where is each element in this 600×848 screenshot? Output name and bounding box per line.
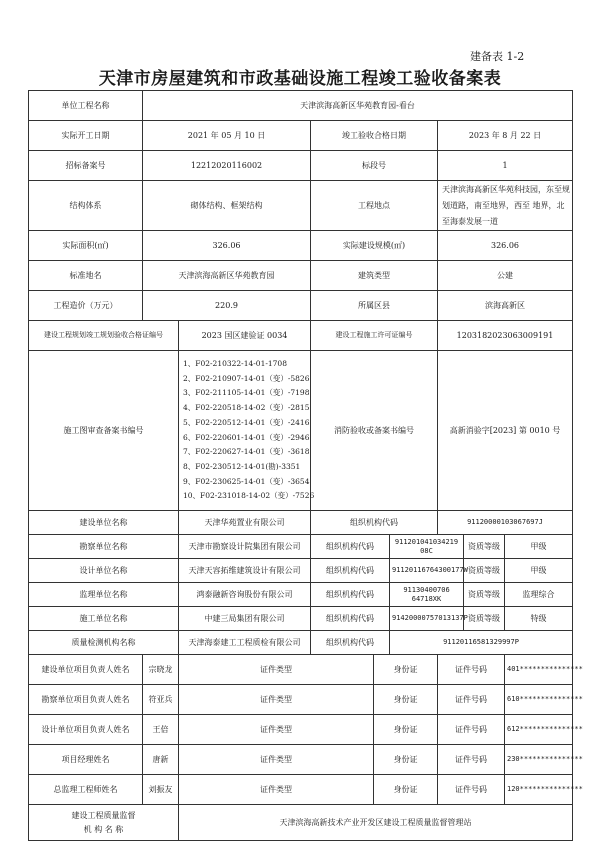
drawing-list bbox=[179, 351, 315, 511]
cost-label: 工程造价（万元） bbox=[29, 291, 143, 321]
unit-code-label: 组织机构代码 bbox=[311, 559, 390, 583]
area-label: 实际面积(㎡) bbox=[29, 231, 143, 261]
quality-code: 9112011​6​58132​9997P bbox=[390, 631, 573, 655]
row-person bbox=[29, 655, 573, 685]
person-cert-no: 230*************** bbox=[505, 745, 573, 775]
drawing-item: 7、F02-220627-14-01（变）-3618 bbox=[183, 447, 310, 457]
acceptance-date-value: 2023 年 8 月 22 日 bbox=[438, 121, 573, 151]
building-type-value: 公建 bbox=[438, 261, 573, 291]
unit-name: 天津天容拓维建筑设计有限公司 bbox=[179, 559, 311, 583]
supervision-value: 天津滨海高新技术产业开发区建设工程质量监督管理站 bbox=[179, 805, 573, 841]
row-unit bbox=[29, 559, 573, 583]
quality-label: 质量检测机构名称 bbox=[29, 631, 179, 655]
row-dates bbox=[29, 121, 573, 151]
planning-cert-label: 建设工程规划竣工规划验收合格证编号 bbox=[29, 321, 179, 351]
supervision-label-line1: 建设工程质量监督 bbox=[71, 810, 136, 820]
drawing-label: 施工图审查备案书编号 bbox=[29, 351, 179, 511]
row-person bbox=[29, 685, 573, 715]
project-name-value: 天津滨海高新区华苑教育园-看台 bbox=[143, 91, 573, 121]
unit-role: 监理单位名称 bbox=[29, 583, 179, 607]
person-cert-type-label: 证件类型 bbox=[179, 745, 374, 775]
bid-record-label: 招标备案号 bbox=[29, 151, 143, 181]
person-cert-no: 610*************** bbox=[505, 685, 573, 715]
fire-value: 高新消验字[2023] 第 0010 号 bbox=[438, 351, 573, 511]
unit-code: 91120116764300177W bbox=[390, 559, 464, 583]
fire-label: 消防验收或备案书编号 bbox=[311, 351, 438, 511]
bid-name-value: 天津滨海高新区华苑教育园 bbox=[143, 261, 311, 291]
person-role: 项目经理姓名 bbox=[29, 745, 143, 775]
unit-grade: 特级 bbox=[505, 607, 573, 631]
person-cert-no-label: 证件号码 bbox=[438, 655, 505, 685]
person-cert-type: 身份证 bbox=[374, 685, 438, 715]
row-quality-inspection bbox=[29, 631, 573, 655]
person-cert-type: 身份证 bbox=[374, 745, 438, 775]
person-cert-type-label: 证件类型 bbox=[179, 655, 374, 685]
person-cert-no-label: 证件号码 bbox=[438, 775, 505, 805]
unit-name: 鸿泰融新咨询股份有限公司 bbox=[179, 583, 311, 607]
district-label: 所属区县 bbox=[311, 291, 438, 321]
drawing-item: 8、F02-230512-14-01(勘)-3351 bbox=[183, 461, 301, 471]
person-cert-no-label: 证件号码 bbox=[438, 715, 505, 745]
person-cert-type: 身份证 bbox=[374, 775, 438, 805]
scale-value: 326.06 bbox=[438, 231, 573, 261]
district-value: 滨海高新区 bbox=[438, 291, 573, 321]
unit-code-label: 组织机构代码 bbox=[311, 511, 438, 535]
permit-value: 12031820230630091​91 bbox=[438, 321, 573, 351]
structure-label: 结构体系 bbox=[29, 181, 143, 231]
person-role: 总监理工程师姓名 bbox=[29, 775, 143, 805]
person-cert-type: 身份证 bbox=[374, 715, 438, 745]
row-certificates bbox=[29, 321, 573, 351]
form-number: 建备表 1-2 bbox=[470, 50, 525, 63]
record-table bbox=[28, 90, 583, 841]
row-bid-name bbox=[29, 261, 573, 291]
row-bid bbox=[29, 151, 573, 181]
location-value: 天津滨海高新区华苑科技园，东至规划道路，南至地界，西至 地界，北至海泰发展一道 bbox=[438, 181, 573, 231]
drawing-item: 9、F02-230625-14-01（变）-3654 bbox=[183, 476, 310, 486]
person-cert-type-label: 证件类型 bbox=[179, 685, 374, 715]
unit-role: 勘察单位名称 bbox=[29, 535, 179, 559]
unit-grade-label: 资质等级 bbox=[464, 583, 505, 607]
person-role: 建设单位项目负责人姓名 bbox=[29, 655, 143, 685]
unit-role: 设计单位名称 bbox=[29, 559, 179, 583]
structure-value: 砌体结构、框架结构 bbox=[143, 181, 311, 231]
unit-grade-label: 资质等级 bbox=[464, 607, 505, 631]
unit-code: 91130400706​64718XK bbox=[390, 583, 464, 607]
unit-grade-label: 资质等级 bbox=[464, 535, 505, 559]
person-cert-type: 身份证 bbox=[374, 655, 438, 685]
project-name-label: 单位工程名称 bbox=[29, 91, 143, 121]
row-project-name bbox=[29, 91, 573, 121]
bid-name-label: 标准地名 bbox=[29, 261, 143, 291]
unit-code-label: 组织机构代码 bbox=[311, 583, 390, 607]
page-title: 天津市房屋建筑和市政基础设施工程竣工验收备案表 bbox=[98, 69, 502, 89]
drawing-item: 5、F02-220512-14-01（变）-2416 bbox=[183, 417, 310, 427]
person-role: 勘察单位项目负责人姓名 bbox=[29, 685, 143, 715]
scale-label: 实际建设规模(㎡) bbox=[311, 231, 438, 261]
person-cert-no: 612*************** bbox=[505, 715, 573, 745]
unit-code-label: 组织机构代码 bbox=[311, 535, 390, 559]
planning-cert-value: 2023 国区建验证 0034 bbox=[179, 321, 311, 351]
person-cert-no-label: 证件号码 bbox=[438, 685, 505, 715]
drawing-item: 6、F02-220601-14-01（变）-2946 bbox=[183, 432, 310, 442]
section-value: 1 bbox=[438, 151, 573, 181]
unit-code: 911201041034219​08C bbox=[390, 535, 464, 559]
person-role: 设计单位项目负责人姓名 bbox=[29, 715, 143, 745]
person-name: 王倍 bbox=[143, 715, 179, 745]
section-label: 标段号 bbox=[311, 151, 438, 181]
row-structure bbox=[29, 181, 573, 231]
drawing-item: 10、F02-231018-14-02（变）-7526 bbox=[183, 491, 315, 501]
row-person bbox=[29, 715, 573, 745]
location-label: 工程地点 bbox=[311, 181, 438, 231]
permit-label: 建设工程施工许可证编号 bbox=[311, 321, 438, 351]
start-date-value: 2021 年 05 月 10 日 bbox=[143, 121, 311, 151]
unit-grade: 监理综合 bbox=[505, 583, 573, 607]
row-unit bbox=[29, 511, 573, 535]
quality-name: 天津海泰建工工程质检有限公司 bbox=[179, 631, 311, 655]
person-name: 唐新 bbox=[143, 745, 179, 775]
bid-record-value: 12212020116002 bbox=[143, 151, 311, 181]
start-date-label: 实际开工日期 bbox=[29, 121, 143, 151]
area-value: 326.06 bbox=[143, 231, 311, 261]
drawing-item: 4、F02-220518-14-02（变）-2815 bbox=[183, 403, 310, 413]
person-cert-no-label: 证件号码 bbox=[438, 745, 505, 775]
row-area bbox=[29, 231, 573, 261]
person-cert-no: 120*************** bbox=[505, 775, 573, 805]
quality-code-label: 组织机构代码 bbox=[311, 631, 390, 655]
unit-code: 91420000757013137P bbox=[390, 607, 464, 631]
unit-code-label: 组织机构代码 bbox=[311, 607, 390, 631]
person-name: 刘振友 bbox=[143, 775, 179, 805]
supervision-label bbox=[29, 805, 179, 841]
drawing-item: 3、F02-211105-14-01（变）-7198 bbox=[183, 388, 310, 398]
acceptance-date-label: 竣工验收合格日期 bbox=[311, 121, 438, 151]
unit-grade-label: 资质等级 bbox=[464, 559, 505, 583]
row-drawing-review bbox=[29, 351, 573, 511]
unit-name: 天津华苑置业有限公司 bbox=[179, 511, 311, 535]
drawing-item: 1、F02-210322-14-01-1708 bbox=[183, 359, 287, 369]
person-cert-type-label: 证件类型 bbox=[179, 715, 374, 745]
cost-value: 220.9 bbox=[143, 291, 311, 321]
row-unit bbox=[29, 535, 573, 559]
unit-code: 91120000103067697J bbox=[438, 511, 573, 535]
unit-grade: 甲级 bbox=[505, 559, 573, 583]
person-name: 符亚兵 bbox=[143, 685, 179, 715]
row-unit bbox=[29, 607, 573, 631]
person-cert-type-label: 证件类型 bbox=[179, 775, 374, 805]
unit-name: 中建三局集团有限公司 bbox=[179, 607, 311, 631]
row-unit bbox=[29, 583, 573, 607]
unit-role: 建设单位名称 bbox=[29, 511, 179, 535]
row-person bbox=[29, 745, 573, 775]
unit-name: 天津市勘察设计院集团有限公司 bbox=[179, 535, 311, 559]
supervision-label-line2: 机 构 名 称 bbox=[83, 824, 124, 834]
building-type-label: 建筑类型 bbox=[311, 261, 438, 291]
row-supervision bbox=[29, 805, 573, 841]
person-name: 宗晓龙 bbox=[143, 655, 179, 685]
person-cert-no: 401*************** bbox=[505, 655, 573, 685]
unit-grade: 甲级 bbox=[505, 535, 573, 559]
drawing-item: 2、F02-210907-14-01（变）-5826 bbox=[183, 373, 310, 383]
unit-role: 施工单位名称 bbox=[29, 607, 179, 631]
row-person bbox=[29, 775, 573, 805]
row-cost bbox=[29, 291, 573, 321]
